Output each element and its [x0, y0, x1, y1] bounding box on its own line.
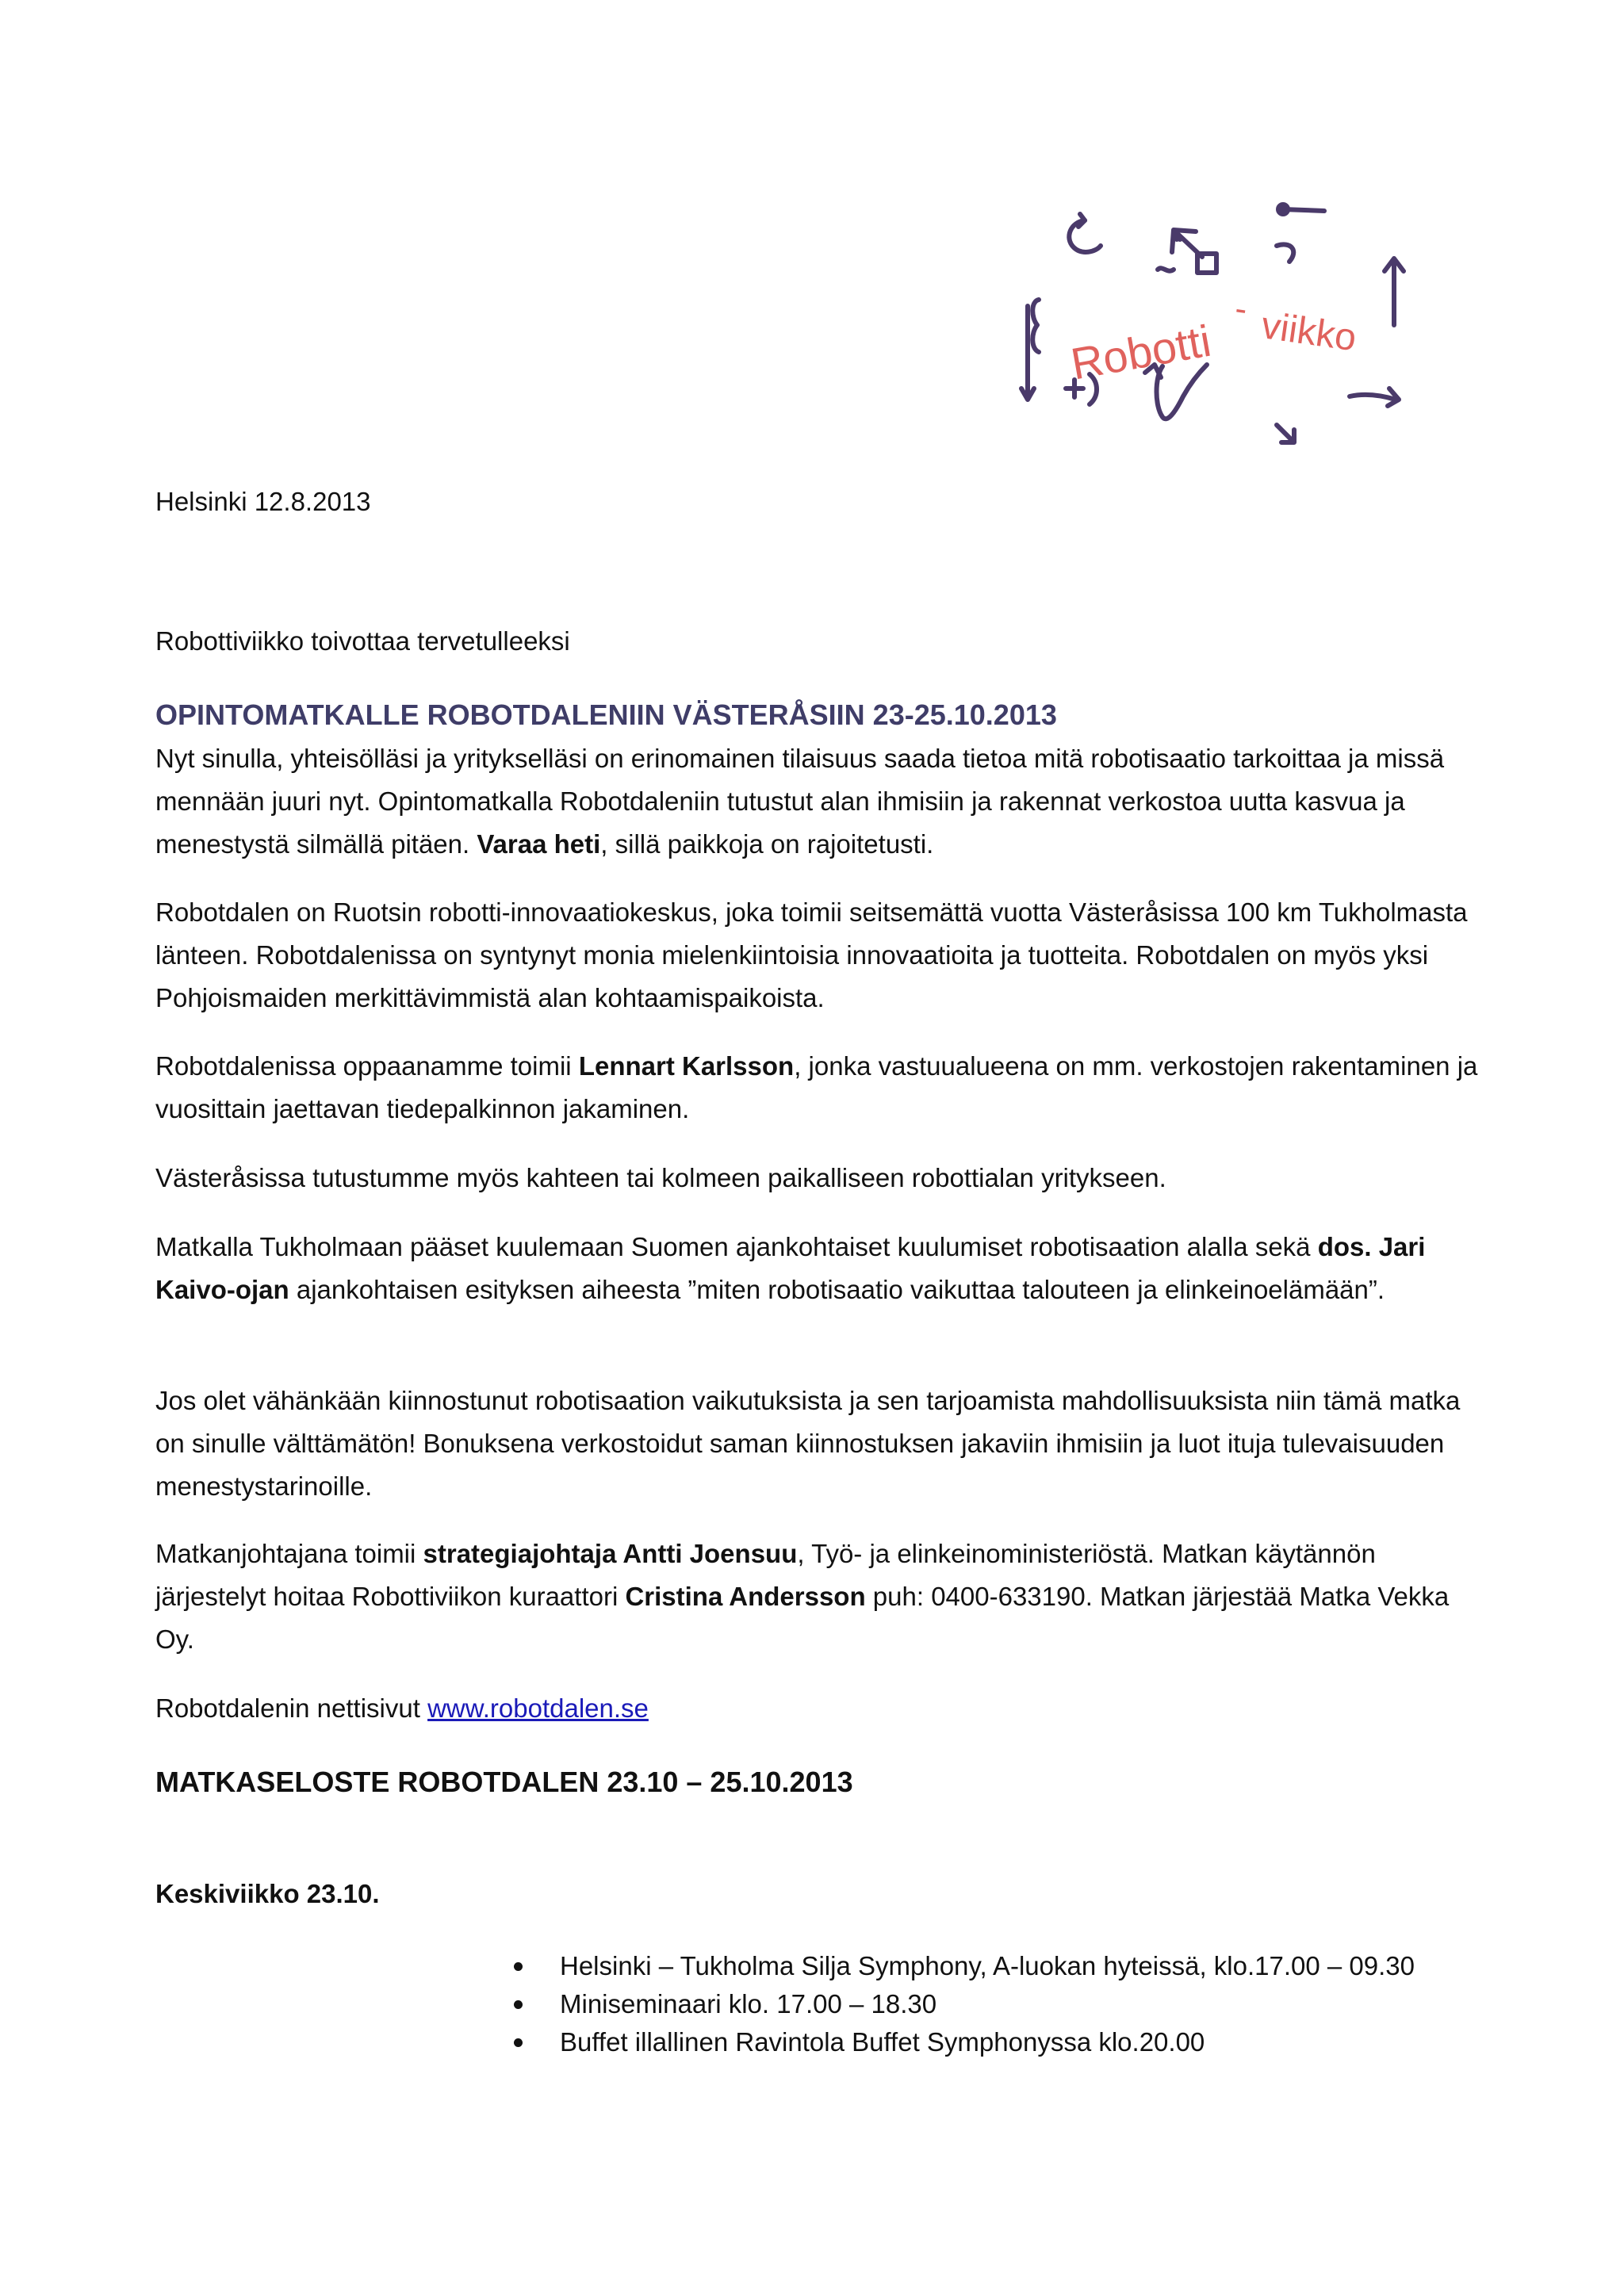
paragraph-invitation: Jos olet vähänkään kiinnostunut robotisaation vaikutuksista ja sen tarjoamista mahdollisuuksista niin tämä matka on sinulle välttämätön! Bonuksena verkostoidut saman kiinnostuksen jakaviin ihmisiin ja luot ituja tulevaisuuden menestystarinoille.	[155, 1386, 1461, 1501]
paragraph-intro-tail: , sillä paikkoja on rajoitetusti.	[600, 829, 934, 859]
list-item: Miniseminaari klo. 17.00 – 18.30	[508, 1985, 1415, 2023]
greeting: Robottiviikko toivottaa tervetulleeksi	[155, 626, 570, 656]
day-label-wednesday: Keskiviikko 23.10.	[155, 1879, 380, 1908]
paragraph-guide-tail: , jonka vastuualueena on mm. verkostojen rakentaminen ja vuosittain jaettavan tiedepalkinnon jakaminen.	[155, 1051, 1478, 1123]
schedule-list	[508, 1947, 1415, 2061]
paragraph-organizers	[155, 1533, 1488, 1661]
paragraph-website	[155, 1687, 1488, 1730]
paragraph-companies: Västeråsissa tutustumme myös kahteen tai kolmeen paikalliseen robottialan yritykseen.	[155, 1163, 1166, 1192]
trip-title: OPINTOMATKALLE ROBOTDALENIIN VÄSTERÅSIIN 23-25.10.2013	[155, 698, 1057, 731]
list-item: Helsinki – Tukholma Silja Symphony, A-luokan hyteissä, klo.17.00 – 09.30	[508, 1947, 1415, 1985]
paragraph-guide-head: Robotdalenissa oppaanamme toimii	[155, 1051, 579, 1081]
logo-text-dash: -	[1232, 289, 1250, 329]
leader-name: strategiajohtaja Antti Joensuu	[423, 1539, 798, 1568]
robottiviikko-logo	[1007, 159, 1419, 476]
itinerary-title: MATKASELOSTE ROBOTDALEN 23.10 – 25.10.2013	[155, 1766, 853, 1798]
logo-graphic	[1007, 159, 1419, 476]
paragraph-organizers-mid: , Työ- ja elinkeinoministeriöstä. Matkan käytännön järjestelyt hoitaa Robottiviikon kuraattori	[155, 1539, 1376, 1611]
presenter-name: dos. Jari Kaivo-ojan	[155, 1232, 1426, 1304]
logo-text-robotti: Robotti	[1067, 315, 1215, 389]
place-date: Helsinki 12.8.2013	[155, 487, 371, 516]
curl-arrow-icon	[1069, 220, 1101, 252]
paragraph-presentation	[155, 1226, 1488, 1311]
paragraph-robotdalen: Robotdalen on Ruotsin robotti-innovaatiokeskus, joka toimii seitsemättä vuotta Västeråsissa 100 km Tukholmasta länteen. Robotdalenissa on syntynyt monia mielenkiintoisia innovaatioita ja tuotteita. Robotdalen on myös yksi Pohjoismaiden merkittävimmistä alan kohtaamispaikoista.	[155, 897, 1468, 1012]
robotdalen-link[interactable]: www.robotdalen.se	[427, 1693, 649, 1723]
list-item: Buffet illallinen Ravintola Buffet Symphonyssa klo.20.00	[508, 2023, 1415, 2061]
curator-name: Cristina Andersson	[625, 1582, 866, 1611]
paragraph-guide	[155, 1045, 1488, 1131]
website-label: Robotdalenin nettisivut	[155, 1693, 428, 1723]
paragraph-presentation-tail: ajankohtaisen esityksen aiheesta ”miten robotisaatio vaikuttaa talouteen ja elinkeinoelämään”.	[289, 1275, 1385, 1304]
paragraph-intro-bold: Varaa heti	[477, 829, 601, 859]
logo-text-viikko: viikko	[1258, 304, 1359, 360]
paragraph-intro-text: Nyt sinulla, yhteisölläsi ja yritykselläsi on erinomainen tilaisuus saada tietoa mitä robotisaatio tarkoittaa ja missä mennään juuri nyt. Opintomatkalla Robotdaleniin tutustut alan ihmisiin ja rakennat verkostoa uutta kasvua ja menestystä silmällä pitäen.	[155, 744, 1445, 859]
paragraph-presentation-head: Matkalla Tukholmaan pääset kuulemaan Suomen ajankohtaiset kuulumiset robotisaation alalla sekä	[155, 1232, 1318, 1261]
paragraph-intro	[155, 737, 1488, 866]
guide-name: Lennart Karlsson	[578, 1051, 795, 1081]
paragraph-organizers-head: Matkanjohtajana toimii	[155, 1539, 423, 1568]
paragraph-organizers-tail: puh: 0400-633190. Matkan järjestää Matka Vekka Oy.	[155, 1582, 1450, 1654]
